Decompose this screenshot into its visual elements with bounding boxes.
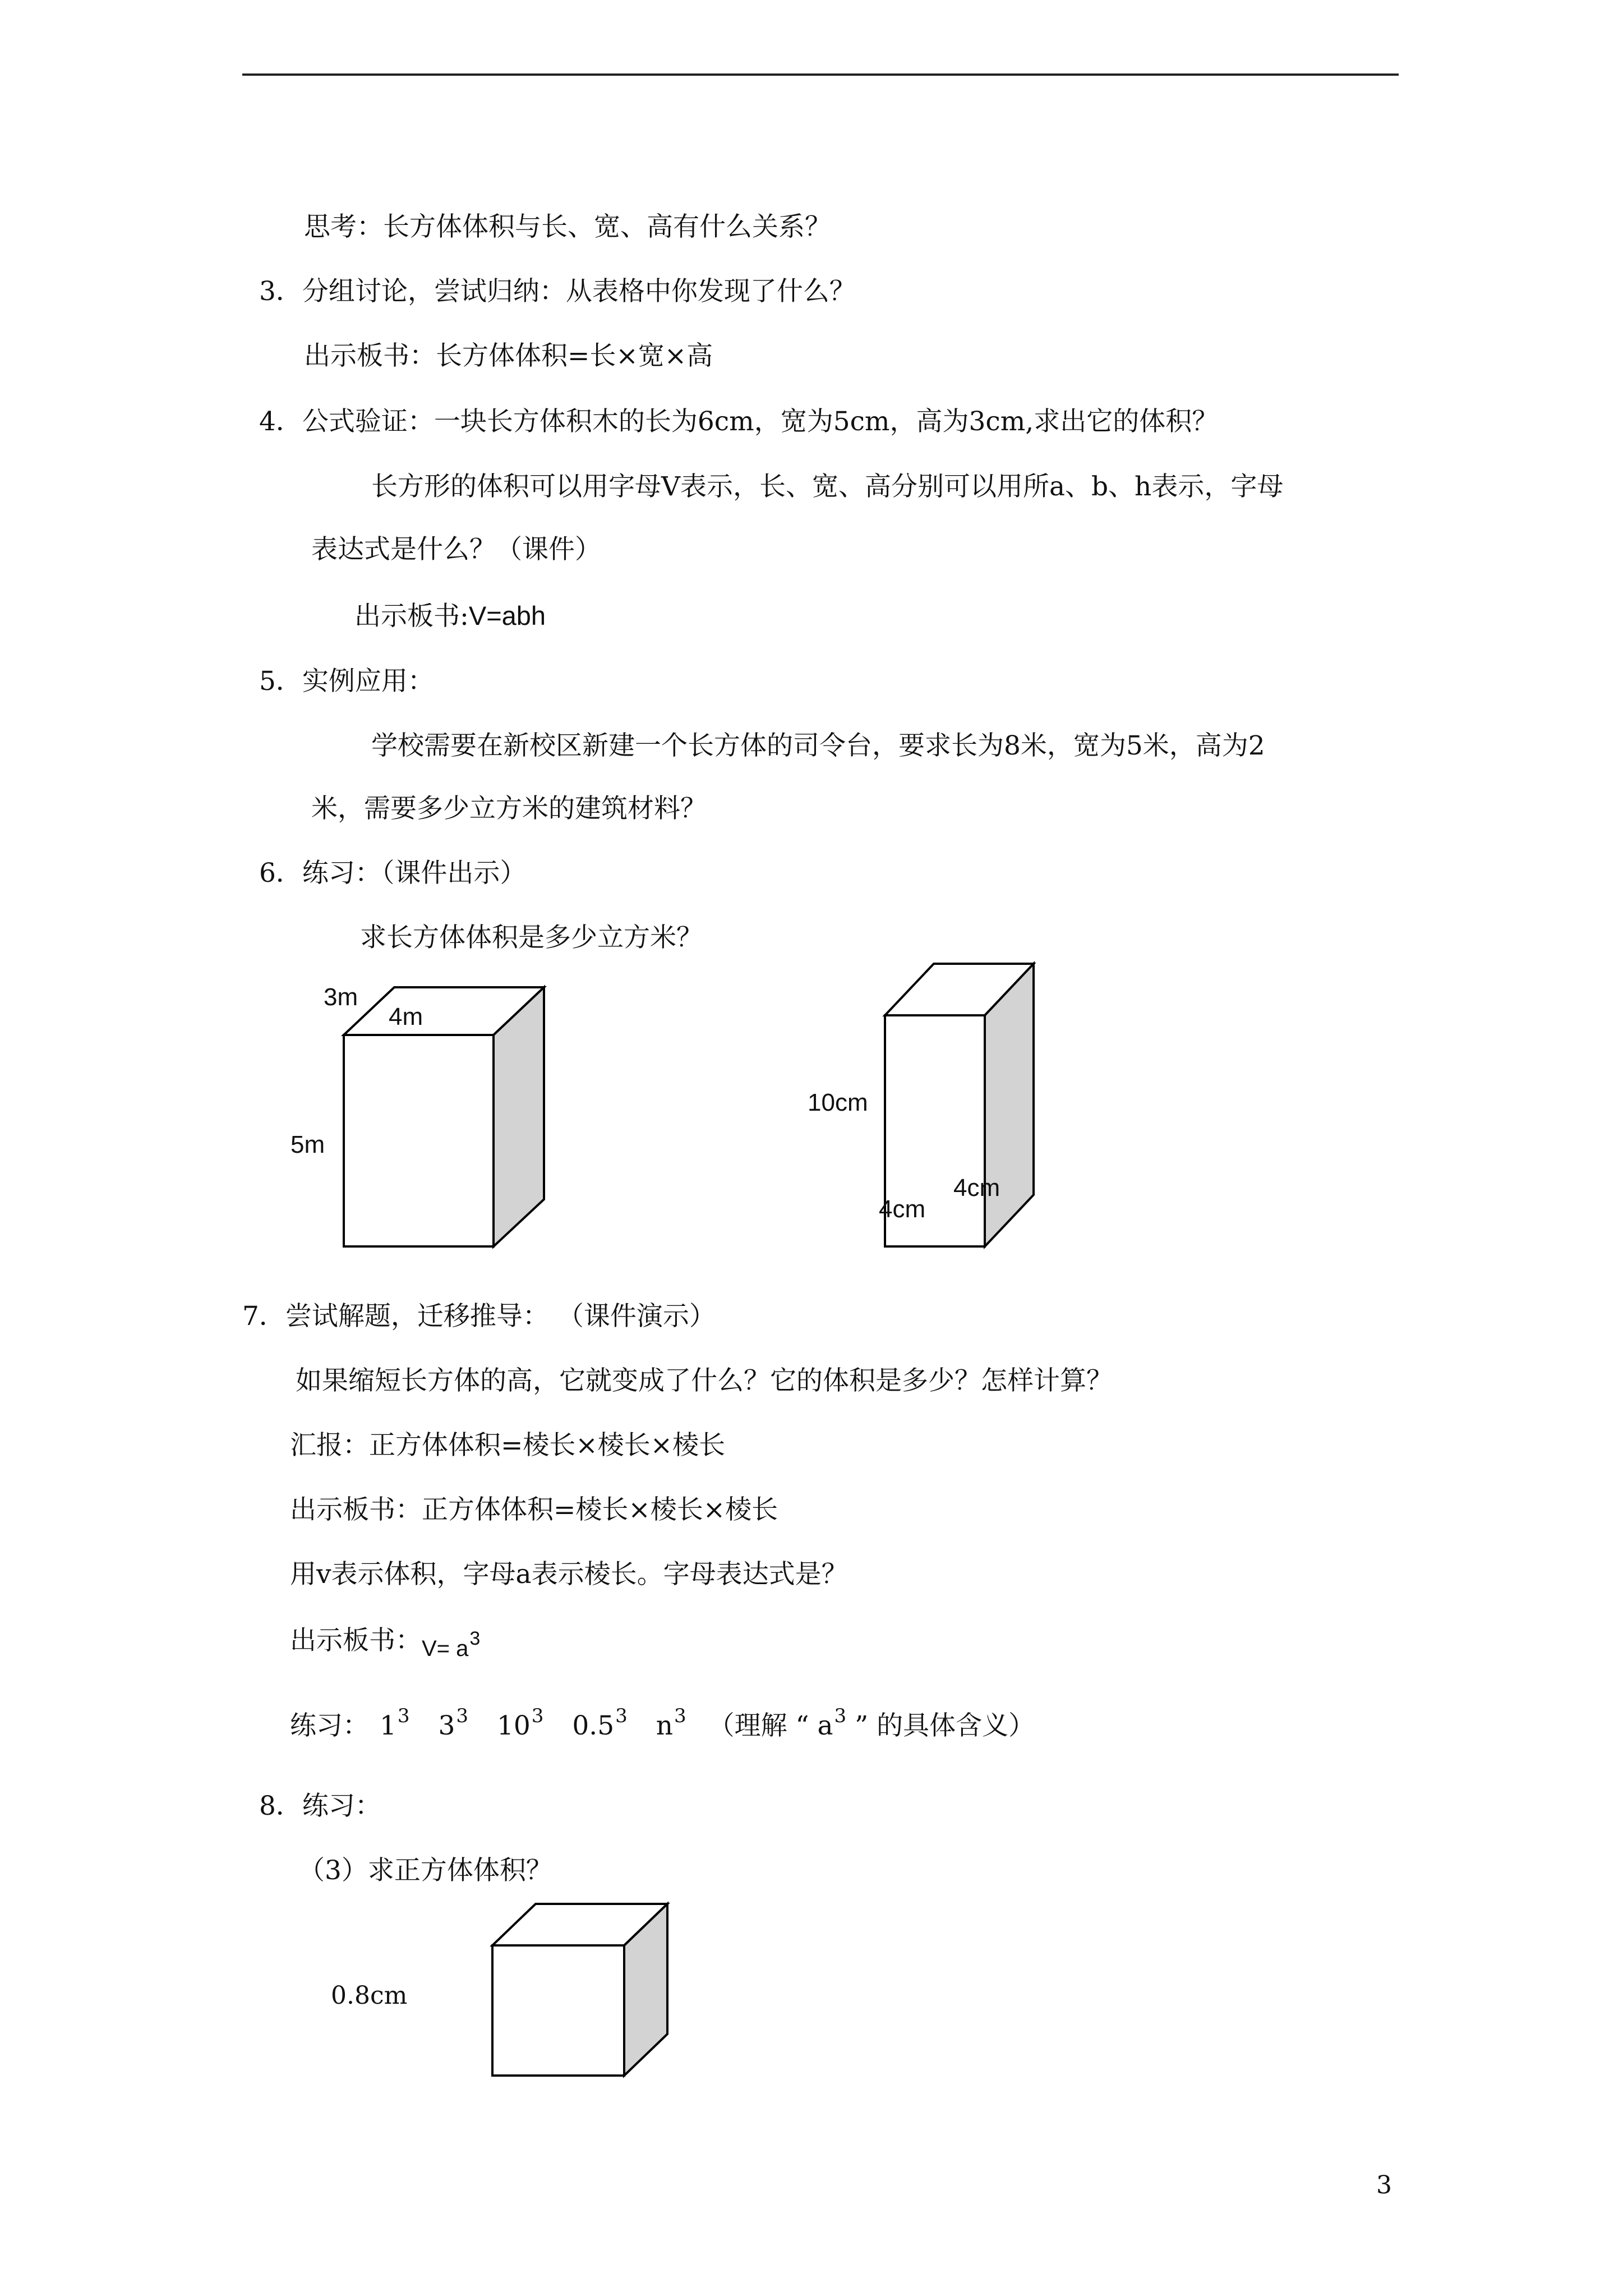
power-1: $1^3$	[379, 1705, 410, 1741]
report-line: 汇报：正方体体积=棱长×棱长×棱长	[290, 1430, 726, 1461]
section-7: 7．尝试解题，迁移推导： （课件演示）	[242, 1301, 716, 1332]
section-5: 5．实例应用：	[259, 666, 434, 697]
page-number: 3	[1376, 2171, 1392, 2200]
formula-question-line-2: 表达式是什么？（课件）	[311, 534, 601, 565]
formula-v-a: V= a	[422, 1636, 469, 1661]
section-6: 6．练习：（课件出示）	[259, 858, 527, 889]
cuboid-figure-1	[344, 987, 544, 1246]
section-3: 3．分组讨论，尝试归纳：从表格中你发现了什么？	[259, 276, 856, 307]
cube-front-face	[492, 1945, 624, 2076]
cube-label-edge: 0.8cm	[331, 1981, 408, 2010]
board-formula-4	[290, 1624, 480, 1660]
practice-powers-line	[290, 1705, 1035, 1745]
box1-label-depth: 4m	[389, 1003, 423, 1030]
cuboid-1-front-face	[344, 1035, 494, 1246]
example-line-2: 米，需要多少立方米的建筑材料？	[311, 793, 707, 824]
box1-label-height: 5m	[291, 1131, 325, 1158]
practice-note: （理解 “ $a^3$ ” 的具体含义）	[708, 1705, 1035, 1741]
letter-expression-question: 用v表示体积，字母a表示棱长。字母表达式是？	[290, 1559, 848, 1590]
section-8: 8．练习：	[259, 1791, 381, 1821]
formula-v-a-exponent: 3	[469, 1628, 481, 1649]
example-line-1: 学校需要在新校区新建一个长方体的司令台，要求长为8米，宽为5米，高为2	[371, 730, 1265, 761]
question-7: 如果缩短长方体的高，它就变成了什么？它的体积是多少？怎样计算？	[296, 1365, 1113, 1396]
question-8-3: （3）求正方体体积？	[298, 1855, 552, 1886]
board4-prefix: 出示板书：	[290, 1625, 422, 1656]
cube-figure	[492, 1904, 667, 2076]
exercise-6-question: 求长方体体积是多少立方米？	[360, 922, 703, 953]
box1-label-top: 3m	[324, 983, 358, 1011]
power-3: $3^3$	[438, 1705, 468, 1741]
box2-label-depth: 4cm	[953, 1174, 1000, 1202]
formula-question-line-1: 长方形的体积可以用字母V表示，长、宽、高分别可以用所a、b、h表示，字母	[371, 471, 1284, 502]
board-prefix: 出示板书:	[354, 601, 469, 632]
practice-prefix: 练习：	[290, 1710, 369, 1741]
cuboid-2-side-face	[985, 964, 1034, 1246]
box2-label-width: 4cm	[879, 1195, 926, 1223]
power-10: $10^3$	[496, 1705, 544, 1741]
formula-v-abh: V=abh	[468, 601, 546, 631]
power-0-5: $0.5^3$	[572, 1705, 628, 1741]
power-n: $n^3$	[656, 1705, 686, 1741]
board-formula-3: 出示板书：正方体体积=棱长×棱长×棱长	[290, 1494, 778, 1525]
think-line: 思考：长方体体积与长、宽、高有什么关系？	[304, 211, 831, 242]
section-4: 4．公式验证：一块长方体积木的长为6cm，宽为5cm，高为3cm,求出它的体积？	[259, 406, 1219, 437]
box2-label-height: 10cm	[808, 1089, 868, 1116]
board-formula-1: 出示板书：长方体体积=长×宽×高	[304, 341, 713, 371]
